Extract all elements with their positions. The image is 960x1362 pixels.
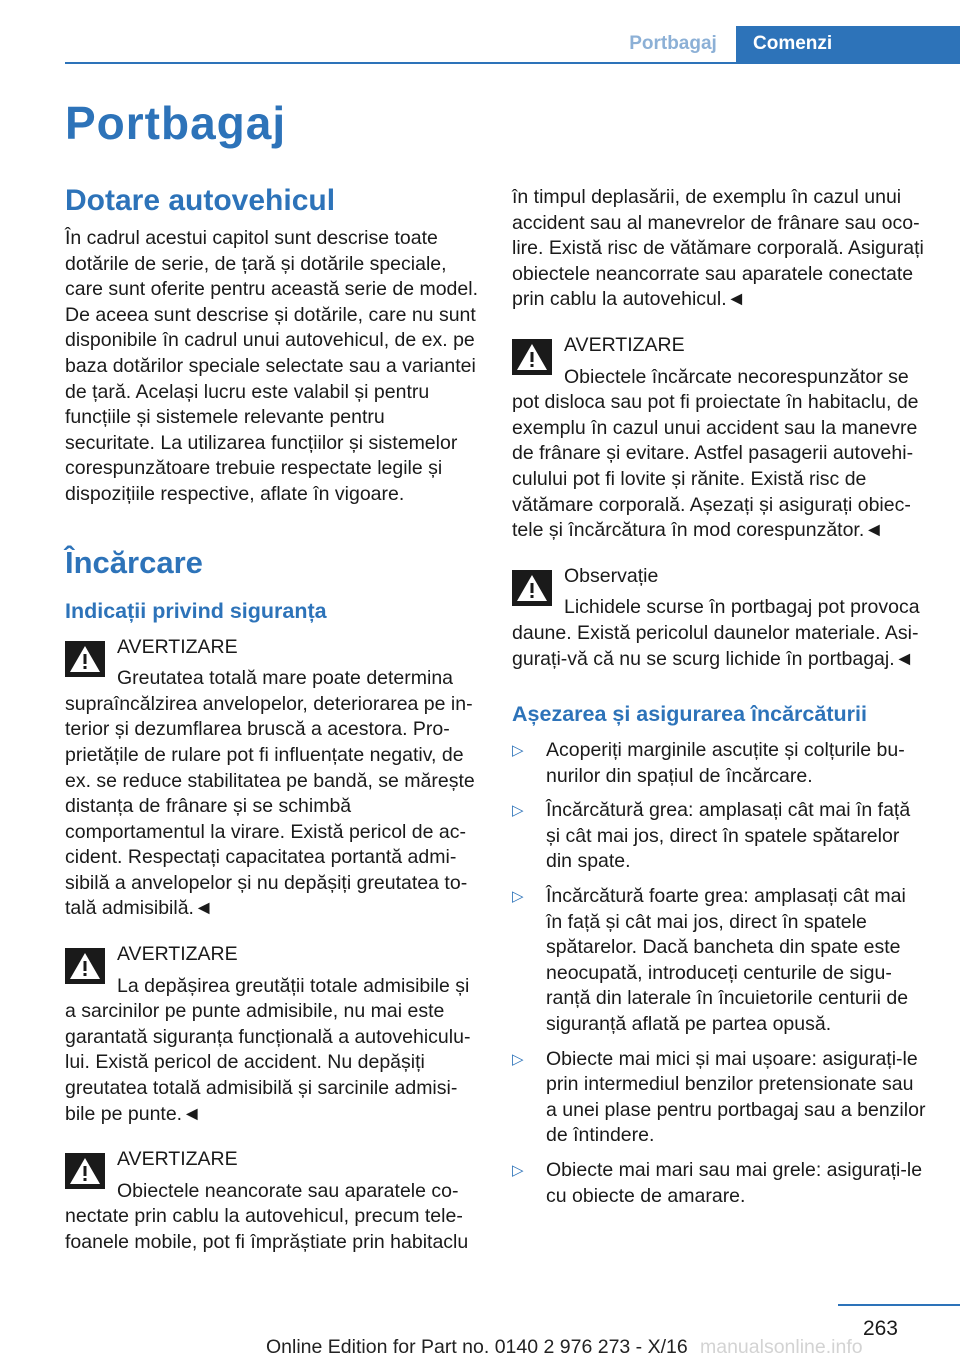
list-item xyxy=(512,1047,927,1149)
section-text-dotare: În cadrul acestui capitol sunt descrise toate dotările de serie, de țară și dotările speciale, care sunt oferite pentru această serie de model. De aceea sunt descrise și dotările, care nu sunt disponibile în cadrul unui autovehicul, de ex. pe baza dotărilor speciale selectate sau a variantei de țară. Același lucru este valabil și pentru funcțiile și sistemele relevante pentru securitate. La utilizarea funcțiilor și sistemelor corespunzătoare trebuie respectate legile și dispozițiile respective, aflate în vigoare. xyxy=(65,227,478,505)
triangle-bullet-icon: ▷ xyxy=(512,1162,524,1179)
list-item-text: Acoperiți marginile ascuțite și colțurile bunurilor din spațiul de încărcare. xyxy=(546,739,905,787)
warning-triangle-icon xyxy=(65,948,105,984)
bullet-list xyxy=(512,738,927,1209)
right-column xyxy=(512,185,927,1218)
list-item-text: Obiecte mai mici și mai ușoare: asigurați-le prin intermediul benzilor pretensionate sau a unei plase pentru portbagaj sau a benzilor de întindere. xyxy=(546,1047,926,1147)
list-item xyxy=(512,884,927,1038)
continued-text: în timpul deplasării, de exemplu în cazul unui accident sau al manevrelor de frânare sau ocolire. Există risc de vătămare corporală. Asigurați obiectele neancorrate sau aparatele conectate prin cablu la autovehicul.◄ xyxy=(512,186,924,311)
notice-text: Lichidele scurse în portbagaj pot provoca daune. Există pericolul daunelor materiale. Asigurați-vă că nu se scurg lichide în portbagaj.◄ xyxy=(512,596,920,670)
header-rule xyxy=(65,62,960,64)
warning-notice xyxy=(65,942,480,1127)
triangle-bullet-icon: ▷ xyxy=(512,888,524,906)
triangle-bullet-icon: ▷ xyxy=(512,1050,524,1068)
warning-triangle-icon xyxy=(65,641,105,677)
warning-notice xyxy=(65,1147,480,1255)
page-title: Portbagaj xyxy=(65,97,287,149)
page-number: 263 xyxy=(862,1317,898,1340)
triangle-bullet-icon: ▷ xyxy=(512,802,524,820)
watermark: manualsonline.info xyxy=(700,1336,863,1358)
left-column xyxy=(65,182,480,1276)
notice-label: Observație xyxy=(564,564,659,587)
list-item-text: Încărcătură foarte grea: amplasați cât mai în față și cât mai jos, direct în spatele spătarelor. Dacă bancheta din spate este neocupată, introduceți centurile de siguranță din laterale în încuietorile centurii de siguranță aflată pe partea opusă. xyxy=(546,885,909,1036)
list-item xyxy=(512,738,927,789)
notice-text: La depășirea greutății totale admisibile și a sarcinilor pe punte admisibile, nu mai este garantată siguranța funcțională a autovehiculului. Există pericol de accident. Nu depășiți greutatea totală admisibilă și sarcinile admisibile pe punte.◄ xyxy=(65,974,471,1125)
warning-notice xyxy=(65,635,480,923)
list-item-text: Obiecte mai mari sau mai grele: asigurați-le cu obiecte de amarare. xyxy=(546,1159,923,1207)
notice-label: AVERTIZARE xyxy=(117,635,238,658)
list-item xyxy=(512,1158,927,1209)
list-item-text: Încărcătură grea: amplasați cât mai în față și cât mai jos, direct în spatele spătarelor din spate. xyxy=(546,799,911,873)
warning-notice xyxy=(512,333,927,544)
footer-rule xyxy=(838,1304,960,1306)
notice-text: Obiectele încărcate necorespunzător se pot disloca sau pot fi proiectate în habitaclu, de exemplu în cazul unui accident sau la manevre de frânare și evitare. Astfel pasagerii autovehiculului pot fi lovite și rănite. Există risc de vătămare corporală. Așezați și asigurați obiectele și încărcătura în mod corespunzător.◄ xyxy=(512,365,919,542)
section-title-incarcare: Încărcare xyxy=(65,544,203,580)
notice-text: Obiectele neancorate sau aparatele conectate prin cablu la autovehicul, precum telefoanele mobile, pot fi împrăștiate prin habitaclu xyxy=(65,1179,469,1253)
triangle-bullet-icon: ▷ xyxy=(512,742,524,760)
list-item xyxy=(512,798,927,875)
edition-note: Online Edition for Part no. 0140 2 976 273 - X/16 xyxy=(266,1336,688,1358)
notice-label: AVERTIZARE xyxy=(117,1148,238,1171)
observation-notice xyxy=(512,564,927,672)
subsection-title-asezare: Așezarea și asigurarea încărcăturii xyxy=(512,702,867,727)
subsection-title-siguranta: Indicații privind siguranța xyxy=(65,598,327,623)
notice-label: AVERTIZARE xyxy=(564,333,685,356)
warning-triangle-icon xyxy=(65,1153,105,1189)
notice-text: Greutatea totală mare poate determina supraîncălzirea anvelopelor, deteriorarea pe interior și dezumflarea bruscă a acestora. Proprietățile de rulare pot fi influențate negativ, de ex. se reduce stabilitatea pe bandă, se mărește distanța de frânare și se schimbă comportamentul la virare. Există pericol de accident. Respectați capacitatea portantă admisibilă a anvelopelor și nu depășiți greutatea totală admisibilă.◄ xyxy=(65,667,475,920)
section-title-dotare: Dotare autovehicul xyxy=(65,184,336,217)
warning-triangle-icon xyxy=(512,570,552,606)
warning-triangle-icon xyxy=(512,339,552,375)
header-chapter-tab[interactable]: Comenzi xyxy=(736,26,960,62)
notice-label: AVERTIZARE xyxy=(117,943,238,966)
header-section-tab[interactable]: Portbagaj xyxy=(629,33,717,54)
